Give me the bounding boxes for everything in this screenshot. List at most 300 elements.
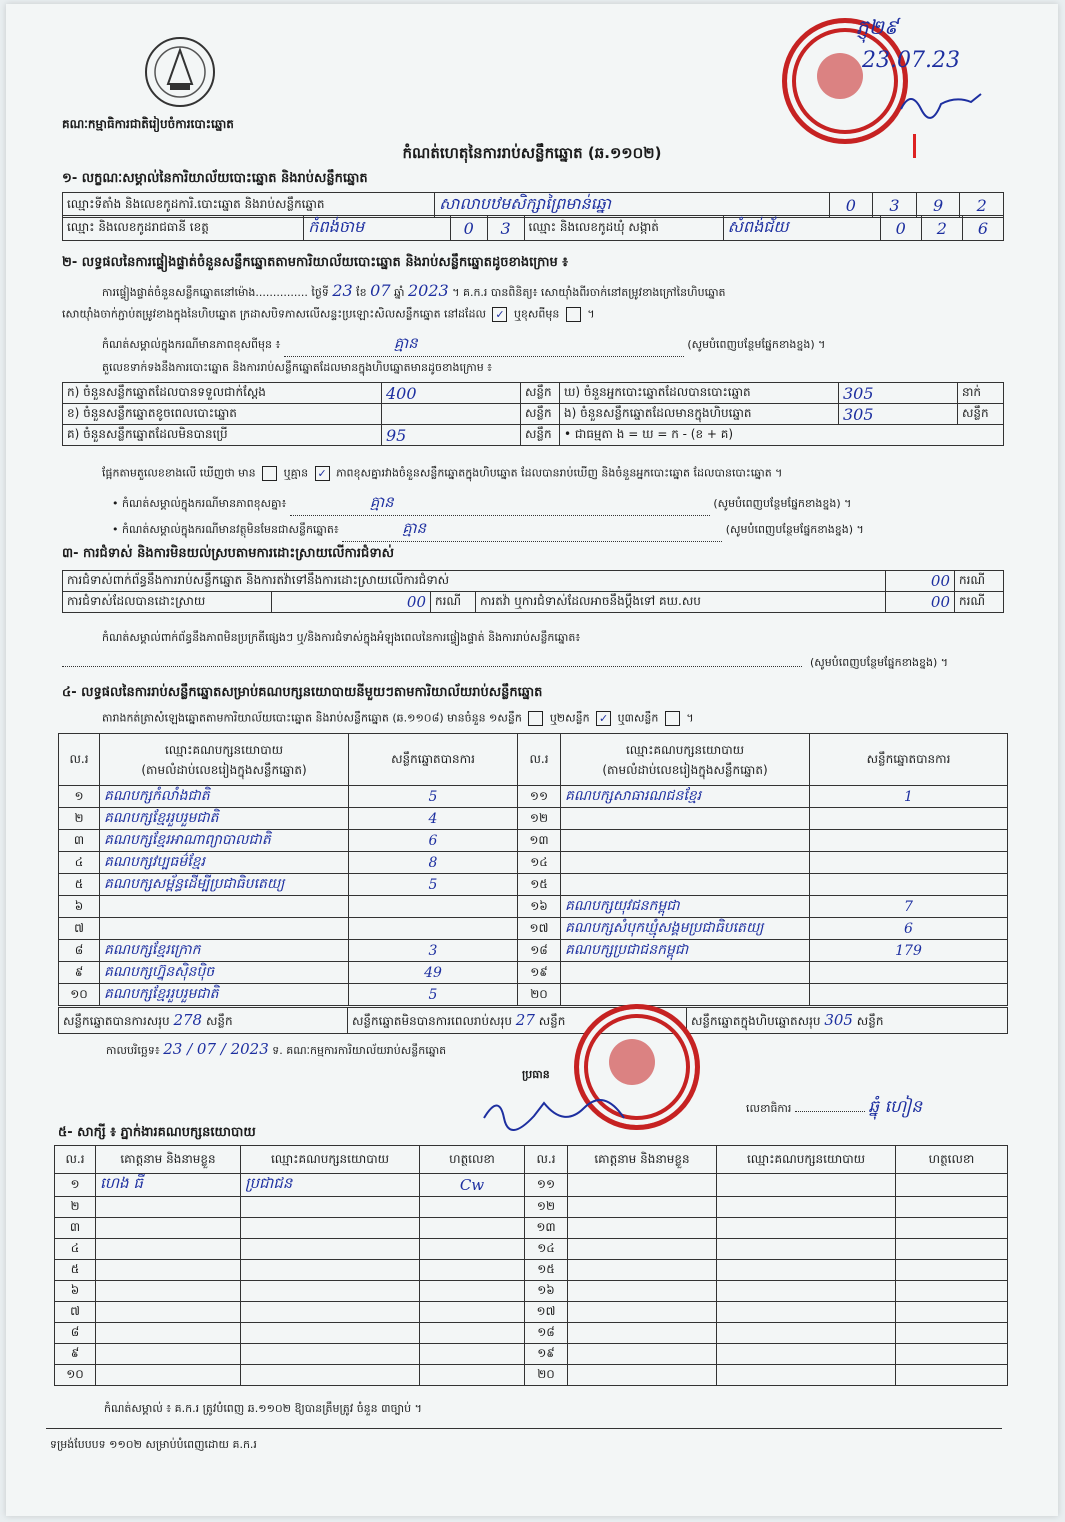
results-col-no: ល.រ — [518, 734, 561, 786]
results-table — [58, 733, 1008, 1006]
table-row — [59, 962, 1008, 984]
row-number: ២ — [55, 1197, 96, 1218]
row-number: ១៨ — [518, 940, 561, 962]
witness-party — [717, 1323, 896, 1344]
results-col-votes: សន្លឹកឆ្នោតបានការ — [810, 734, 1008, 786]
witness-signature — [896, 1344, 1008, 1365]
unit-label: សន្លឹក — [538, 1013, 566, 1028]
vote-count: 5 — [349, 984, 518, 1006]
total-invalid-value: 27 — [515, 1010, 535, 1029]
sheet-count-line: តារាងកត់ត្រាសំឡេងឆ្នោតតាមការិយាល័យបោះឆ្នោត និងរាប់សន្លឹកឆ្នោត (ឆ.១១០៨) មានចំនួន ១សន្លឹក ឬ២សន្លឹក ✓ ឬ៣សន្លឹក ។ — [102, 711, 694, 725]
signing-date-line — [106, 1040, 446, 1060]
red-mark — [913, 134, 916, 158]
no-discrepancy-checkbox[interactable]: ✓ — [315, 466, 330, 481]
verification-year: 2023 — [408, 281, 449, 300]
witness-party — [717, 1365, 896, 1386]
emblem-icon — [140, 32, 220, 112]
form-code: ទម្រង់បែបបទ ១១០២ សម្រាប់បំពេញដោយ គ.ក.រ — [50, 1438, 257, 1451]
party-name — [561, 830, 810, 852]
committee-label: ទ. គណៈកម្មការការិយាល័យរាប់សន្លឹកឆ្នោត — [272, 1044, 447, 1057]
witness-signature — [896, 1239, 1008, 1260]
party-name: គណបក្សហ្វ៊ុនស៊ិនប៉ិច — [100, 962, 349, 984]
witness-signature — [420, 1365, 525, 1386]
witness-party — [241, 1344, 420, 1365]
change-note-label: កំណត់សម្គាល់ក្នុងករណីមានភាពខុសពីមុន ៖ — [102, 338, 281, 351]
row-number: ១១ — [518, 786, 561, 808]
table-row — [59, 786, 1008, 808]
witness-name — [96, 1260, 241, 1281]
witness-party — [717, 1197, 896, 1218]
secretary-label: លេខាធិការ — [746, 1102, 792, 1115]
ballot-count-table — [62, 382, 1004, 446]
results-col-party: ឈ្មោះគណបក្សនយោបាយ (តាមលំដាប់លេខរៀងក្នុងសន្លឹកឆ្នោត) — [100, 734, 349, 786]
two-sheet-checkbox[interactable]: ✓ — [596, 711, 611, 726]
unit-label: សន្លឹក — [856, 1013, 884, 1028]
resolved-count: 00 — [272, 592, 431, 613]
row-number: ១៣ — [525, 1218, 568, 1239]
witness-name — [568, 1323, 717, 1344]
row-number: ១០ — [55, 1365, 96, 1386]
witness-name — [568, 1239, 717, 1260]
witness-signature — [896, 1260, 1008, 1281]
witness-name — [96, 1218, 241, 1239]
total-invalid-label: សន្លឹកឆ្នោតមិនបានការពេលរាប់សរុប — [352, 1013, 512, 1028]
witness-signature — [420, 1260, 525, 1281]
ballots-in-box-label: ង) ចំនួនសន្លឹកឆ្នោតដែលមានក្នុងហិបឆ្នោត — [560, 404, 839, 425]
party-name — [561, 984, 810, 1006]
commune-code-digit: 2 — [921, 216, 962, 241]
table-row — [55, 1365, 1008, 1386]
witness-name — [96, 1239, 241, 1260]
witness-name — [96, 1302, 241, 1323]
seal-check-text: សោយ៉ាំងចាក់ភ្ជាប់តម្រូវខាងក្នុងនៃហិបឆ្នោត ក្រដាសបិទភាសលើសន្ទះប្រឡោះសិលសន្លឹកឆ្នោត នៅដដែល — [62, 307, 486, 321]
office-code-digit: 3 — [873, 193, 917, 218]
vote-count: 5 — [349, 786, 518, 808]
witness-name — [568, 1197, 717, 1218]
row-number: ១៨ — [525, 1323, 568, 1344]
ballots-in-box-value: 305 — [839, 404, 958, 425]
voters-value: 305 — [839, 383, 958, 404]
row-number: ១៥ — [518, 874, 561, 896]
witness-party — [241, 1365, 420, 1386]
row-number: ១៩ — [525, 1344, 568, 1365]
party-name: គណបក្សសាធារណជនខ្មែរ — [561, 786, 810, 808]
results-col-party: ឈ្មោះគណបក្សនយោបាយ (តាមលំដាប់លេខរៀងក្នុងសន្លឹកឆ្នោត) — [561, 734, 810, 786]
total-valid-cell — [59, 1008, 348, 1034]
verification-time-text: ការផ្ទៀងផ្ទាត់ចំនួនសន្លឹកឆ្នោតនៅម៉ោង............... ថ្ងៃទី — [102, 286, 329, 299]
witness-col-name: គោត្តនាម និងនាមខ្លួន — [96, 1146, 241, 1174]
table-row — [55, 1239, 1008, 1260]
party-name — [100, 896, 349, 918]
witness-signature — [896, 1302, 1008, 1323]
fill-hint: (សូមបំពេញបន្ថែមផ្នែកខាងខ្នង) ។ — [713, 497, 852, 510]
witness-name — [96, 1365, 241, 1386]
unit-label: សន្លឹក — [521, 404, 560, 425]
row-number: ១៧ — [518, 918, 561, 940]
fill-hint: (សូមបំពេញបន្ថែមផ្នែកខាងខ្នង) ។ — [810, 656, 949, 669]
party-name: គណបក្សខ្មែររួបរួមជាតិ — [100, 984, 349, 1006]
table-row — [55, 1302, 1008, 1323]
unused-value: 95 — [382, 425, 521, 446]
party-name: គណបក្សខ្មែរអាណាព្យាបាលជាតិ — [100, 830, 349, 852]
change-note-line — [102, 334, 825, 357]
vote-count — [810, 852, 1008, 874]
party-name: គណបក្សកំលាំងជាតិ — [100, 786, 349, 808]
witness-party: ប្រជាជន — [241, 1174, 420, 1197]
vote-count — [810, 962, 1008, 984]
date-label: កាលបរិច្ឆេទ៖ — [106, 1044, 160, 1057]
province-code-digit: 3 — [487, 216, 524, 241]
verification-month: 07 — [370, 281, 391, 300]
changed-label: ឬខុសពីមុន — [513, 307, 560, 321]
results-col-no: ល.រ — [59, 734, 100, 786]
party-name — [561, 874, 810, 896]
vote-count — [810, 984, 1008, 1006]
witness-col-no: ល.រ — [55, 1146, 96, 1174]
row-number: ៨ — [55, 1323, 96, 1344]
party-name: គណបក្សវប្បធម៌ខ្មែរ — [100, 852, 349, 874]
irregularity-note-line — [62, 666, 802, 667]
row-number: ១៣ — [518, 830, 561, 852]
vote-count: 8 — [349, 852, 518, 874]
page-title: កំណត់ហេតុនៃការរាប់សន្លឹកឆ្នោត (ឆ.១១០២) — [402, 144, 662, 162]
party-name — [561, 852, 810, 874]
witness-name — [96, 1281, 241, 1302]
province-code-digit: 0 — [450, 216, 487, 241]
unit-label: សន្លឹក — [958, 404, 1004, 425]
footer-note: កំណត់សម្គាល់ ៖ គ.ក.រ ត្រូវបំពេញ ឆ.១១០២ ឱ្យបានត្រឹមត្រូវ ចំនួន ៣ច្បាប់ ។ — [104, 1402, 422, 1415]
party-name: គណបក្សខ្មែររួបរួមជាតិ — [100, 808, 349, 830]
witness-party — [241, 1302, 420, 1323]
fill-hint: (សូមបំពេញបន្ថែមផ្នែកខាងខ្នង) ។ — [687, 338, 826, 351]
witness-signature — [896, 1218, 1008, 1239]
verification-check-text: ។ គ.ក.រ បានពិនិត្យ៖ សោយ៉ាំងពីរចាក់នៅតម្រូវខាងក្រៅនៃហិបឆ្នោត — [452, 286, 726, 299]
foreign-note-line — [112, 519, 864, 542]
witness-party — [717, 1260, 896, 1281]
table-row — [59, 852, 1008, 874]
vote-count: 3 — [349, 940, 518, 962]
witness-signature — [420, 1197, 525, 1218]
party-name — [100, 918, 349, 940]
irregularity-note-label: កំណត់សម្គាល់ពាក់ព័ន្ធនឹងភាពមិនប្រក្រតីផ្សេងៗ ឬ/និងការជំទាស់ក្នុងអំឡុងពេលនៃការផ្ទៀងផ្ទាត់ និងការរាប់សន្លឹកឆ្នោត៖ — [102, 631, 581, 644]
vote-count: 4 — [349, 808, 518, 830]
chair-signature-icon — [474, 1088, 644, 1138]
vote-count: 1 — [810, 786, 1008, 808]
counts-intro: តួលេខទាក់ទងនឹងការបោះឆ្នោត និងការរាប់សន្លឹកឆ្នោតដែលមានក្នុងហិបឆ្នោតមានដូចខាងក្រោម ៖ — [102, 361, 493, 374]
objection-table — [62, 570, 1004, 613]
row-number: ១៤ — [518, 852, 561, 874]
witness-name: ហេង ធី — [96, 1174, 241, 1197]
row-number: ១៦ — [518, 896, 561, 918]
row-number: ១២ — [518, 808, 561, 830]
row-number: ១៩ — [518, 962, 561, 984]
appeal-count: 00 — [886, 592, 955, 613]
office-code-digit: 0 — [829, 193, 873, 218]
row-number: ១០ — [59, 984, 100, 1006]
row-number: ១៤ — [525, 1239, 568, 1260]
table-row — [59, 984, 1008, 1006]
office-code-digit: 2 — [960, 193, 1004, 218]
witness-name — [568, 1218, 717, 1239]
row-number: ១១ — [525, 1174, 568, 1197]
vote-count — [349, 918, 518, 940]
verification-line-1 — [102, 281, 1002, 302]
witness-signature: Cw — [420, 1174, 525, 1197]
witness-col-party: ឈ្មោះគណបក្សនយោបាយ — [241, 1146, 420, 1174]
witness-party — [241, 1239, 420, 1260]
witness-signature — [420, 1218, 525, 1239]
unused-label: គ) ចំនួនសន្លឹកឆ្នោតដែលមិនបានប្រើ — [63, 425, 382, 446]
row-number: ១ — [55, 1174, 96, 1197]
spoiled-value — [382, 404, 521, 425]
row-number: ២ — [59, 808, 100, 830]
form-paper — [6, 4, 1058, 1516]
witness-party — [717, 1344, 896, 1365]
row-number: ៩ — [55, 1344, 96, 1365]
table-row — [55, 1174, 1008, 1197]
party-name: គណបក្សខ្មែរក្រោក — [100, 940, 349, 962]
witness-name — [96, 1344, 241, 1365]
discrepancy-line — [102, 466, 782, 483]
vote-count — [349, 896, 518, 918]
commune-code-digit: 6 — [962, 216, 1003, 241]
commune-value: សំពង់ជ័យ — [723, 216, 880, 241]
row-number: ៤ — [59, 852, 100, 874]
witness-name — [568, 1344, 717, 1365]
fill-hint: (សូមបំពេញបន្ថែមផ្នែកខាងខ្នង) ។ — [725, 523, 864, 536]
witness-name — [568, 1281, 717, 1302]
total-valid-value: 278 — [173, 1010, 203, 1029]
row-number: ៩ — [59, 962, 100, 984]
witness-col-name: គោត្តនាម និងនាមខ្លួន — [568, 1146, 717, 1174]
corner-signature-icon — [896, 84, 986, 124]
section4-heading: ៤- លទ្ធផលនៃការរាប់សន្លឹកឆ្នោតសម្រាប់គណបក្សនយោបាយនីមួយៗតាមការិយាល័យរាប់សន្លឹកឆ្នោត — [62, 685, 543, 700]
discrepancy-text-a: ផ្អែកតាមតួលេខខាងលើ ឃើញថា មាន — [102, 466, 256, 480]
objection-count: 00 — [886, 571, 955, 592]
stamp-emblem-icon — [609, 1039, 655, 1085]
row-number: ១៥ — [525, 1260, 568, 1281]
witness-signature — [896, 1197, 1008, 1218]
unit-label: នាក់ — [958, 383, 1004, 404]
party-name — [561, 962, 810, 984]
witness-party — [717, 1281, 896, 1302]
witness-col-sign: ហត្ថលេខា — [896, 1146, 1008, 1174]
witness-party — [241, 1260, 420, 1281]
vote-count: 49 — [349, 962, 518, 984]
total-box-value: 305 — [824, 1010, 853, 1029]
unit-label: សន្លឹក — [205, 1013, 233, 1028]
witness-signature — [896, 1323, 1008, 1344]
row-number: ៧ — [55, 1302, 96, 1323]
office-name-value: សាលាបឋមសិក្សាព្រៃមាន់ឆ្នោ — [435, 193, 829, 218]
witness-signature — [420, 1281, 525, 1302]
table-row — [55, 1323, 1008, 1344]
voters-label: ឃ) ចំនួនអ្នកបោះឆ្នោតដែលបានបោះឆ្នោត — [560, 383, 839, 404]
row-number: ៥ — [55, 1260, 96, 1281]
witness-party — [241, 1218, 420, 1239]
table-row — [59, 896, 1008, 918]
party-name — [561, 808, 810, 830]
footer-divider — [46, 1428, 1002, 1429]
spoiled-label: ខ) ចំនួនសន្លឹកឆ្នោតខូចពេលបោះឆ្នោត — [63, 404, 382, 425]
witness-party — [717, 1302, 896, 1323]
changed-checkbox[interactable] — [566, 307, 581, 322]
row-number: ១៧ — [525, 1302, 568, 1323]
witness-signature — [896, 1365, 1008, 1386]
year-label: ឆ្នាំ — [394, 286, 405, 299]
row-number: ៤ — [55, 1239, 96, 1260]
vote-count — [810, 808, 1008, 830]
foreign-note-value: គ្មាន — [402, 519, 427, 537]
witness-signature — [896, 1174, 1008, 1197]
witness-party — [241, 1323, 420, 1344]
province-value: កំពង់ចាម — [304, 216, 450, 241]
received-value: 400 — [382, 383, 521, 404]
witness-table — [54, 1145, 1008, 1386]
vote-count: 7 — [810, 896, 1008, 918]
witness-name — [96, 1323, 241, 1344]
totals-table — [58, 1007, 1008, 1034]
table-row — [55, 1281, 1008, 1302]
witness-col-sign: ហត្ថលេខា — [420, 1146, 525, 1174]
witness-signature — [420, 1323, 525, 1344]
row-number: ១២ — [525, 1197, 568, 1218]
row-number: ៨ — [59, 940, 100, 962]
witness-signature — [420, 1302, 525, 1323]
witness-signature — [420, 1239, 525, 1260]
witness-name — [568, 1174, 717, 1197]
unit-label: សន្លឹក — [521, 383, 560, 404]
vote-count: 6 — [349, 830, 518, 852]
witness-col-no: ល.រ — [525, 1146, 568, 1174]
commune-label: ឈ្មោះ និងលេខកូដឃុំ សង្កាត់ — [524, 216, 723, 241]
appeal-label: ការតវ៉ា ឬការជំទាស់ដែលអាចនឹងប្តឹងទៅ គឃ.សប — [476, 592, 886, 613]
section1-heading: ១- លក្ខណៈសម្គាល់នៃការិយាល័យបោះឆ្នោត និងរាប់សន្លឹកឆ្នោត — [62, 171, 368, 186]
formula-text: • ជាធម្មតា ង = ឃ = ក - (ខ + គ) — [560, 425, 1004, 446]
vote-count: 179 — [810, 940, 1008, 962]
witness-name — [96, 1197, 241, 1218]
three-sheet-label: ឬ៣សន្លឹក — [617, 711, 659, 725]
row-number: ៦ — [59, 896, 100, 918]
one-sheet-checkbox[interactable] — [528, 711, 543, 726]
party-name: គណបក្សប្រជាជនកម្ពុជា — [561, 940, 810, 962]
diff-note-value: គ្មាន — [369, 493, 394, 511]
table-row — [59, 918, 1008, 940]
witness-name — [568, 1302, 717, 1323]
table-row — [59, 940, 1008, 962]
row-number: ៧ — [59, 918, 100, 940]
witness-party — [241, 1281, 420, 1302]
section3-heading: ៣- ការជំទាស់ និងការមិនយល់ស្របតាមការដោះស្រាយលើការជំទាស់ — [62, 546, 394, 561]
row-number: ៥ — [59, 874, 100, 896]
table-row — [59, 830, 1008, 852]
vote-count: 5 — [349, 874, 518, 896]
province-table — [62, 215, 1004, 241]
witness-name — [568, 1260, 717, 1281]
total-box-label: សន្លឹកឆ្នោតក្នុងហិបឆ្នោតសរុប — [691, 1013, 821, 1028]
row-number: ២០ — [525, 1365, 568, 1386]
table-row — [55, 1218, 1008, 1239]
discrepancy-text-b: ឬគ្មាន — [283, 466, 309, 480]
committee-name: គណៈកម្មាធិការជាតិរៀបចំការបោះឆ្នោត — [62, 117, 234, 131]
section2-heading: ២- លទ្ធផលនៃការផ្ទៀងផ្ទាត់ចំនួនសន្លឹកឆ្នោតតាមការិយាល័យបោះឆ្នោត និងរាប់សន្លឹកឆ្នោតដូចខាងក្រោម ៖ — [62, 255, 568, 270]
witness-col-party: ឈ្មោះគណបក្សនយោបាយ — [717, 1146, 896, 1174]
three-sheet-checkbox[interactable] — [665, 711, 680, 726]
total-valid-label: សន្លឹកឆ្នោតបានការសរុប — [63, 1013, 170, 1028]
table-row — [59, 874, 1008, 896]
witness-signature — [420, 1344, 525, 1365]
total-box-cell — [687, 1008, 1008, 1034]
unit-label: សន្លឹក — [521, 425, 560, 446]
party-name: គណបក្សសំបុកឃ្មុំសង្គមប្រជាធិបតេយ្យ — [561, 918, 810, 940]
vote-count: 6 — [810, 918, 1008, 940]
commune-code-digit: 0 — [880, 216, 921, 241]
row-number: ៣ — [55, 1218, 96, 1239]
corner-handwriting-code: ភ្ញុ២៩ — [856, 15, 898, 39]
diff-note-label: • កំណត់សម្គាល់ក្នុងករណីមានភាពខុសគ្នា៖ — [112, 497, 287, 510]
has-discrepancy-checkbox[interactable] — [262, 466, 277, 481]
month-label: ខែ — [356, 286, 367, 299]
discrepancy-text-c: ភាពខុសគ្នារវាងចំនួនសន្លឹកឆ្នោតក្នុងហិបឆ្នោត ដែលបានរាប់ឃើញ និងចំនួនអ្នកបោះឆ្នោត ដែលបានបោះឆ្នោត ។ — [336, 466, 783, 480]
witness-signature — [896, 1281, 1008, 1302]
verification-line-2: សោយ៉ាំងចាក់ភ្ជាប់តម្រូវខាងក្នុងនៃហិបឆ្នោត ក្រដាសបិទភាសលើសន្ទះប្រឡោះសិលសន្លឹកឆ្នោត នៅដដែល ✓ ឬខុសពីមុន ។ — [62, 307, 595, 321]
verification-day: 23 — [332, 281, 353, 300]
witness-name — [568, 1365, 717, 1386]
party-name: គណបក្សសម្ព័ន្ធដើម្បីប្រជាធិបតេយ្យ — [100, 874, 349, 896]
diff-note-line — [112, 493, 851, 516]
table-row — [55, 1197, 1008, 1218]
table-row — [55, 1260, 1008, 1281]
table-row — [55, 1344, 1008, 1365]
office-name-label: ឈ្មោះទីតាំង និងលេខកូដការិ.បោះឆ្នោត និងរាប់សន្លឹកឆ្នោត — [63, 193, 435, 218]
witness-party — [241, 1197, 420, 1218]
secretary-line — [746, 1096, 922, 1121]
signing-date: 23 / 07 / 2023 — [163, 1040, 269, 1058]
section5-heading: ៥- សាក្សី ៖ ភ្នាក់ងារគណបក្សនយោបាយ — [58, 1125, 256, 1140]
resolved-label: ការជំទាស់ដែលបានដោះស្រាយ — [63, 592, 272, 613]
secretary-name: ឆ្នុំ ហៀន — [868, 1097, 923, 1117]
corner-handwriting-date: 23.07.23 — [862, 48, 960, 73]
received-label: ក) ចំនួនសន្លឹកឆ្នោតដែលបានទទួលជាក់ស្តែង — [63, 383, 382, 404]
stamp-emblem-icon — [817, 53, 863, 99]
witness-party — [717, 1239, 896, 1260]
change-note-value: គ្មាន — [393, 334, 418, 352]
witness-party — [717, 1174, 896, 1197]
vote-count — [810, 874, 1008, 896]
row-number: ២០ — [518, 984, 561, 1006]
objection-label: ការជំទាស់ពាក់ព័ន្ធនឹងការរាប់សន្លឹកឆ្នោត និងការតវ៉ាទៅនឹងការដោះស្រាយលើការជំទាស់ — [63, 571, 886, 592]
results-col-votes: សន្លឹកឆ្នោតបានការ — [349, 734, 518, 786]
office-code-digit: 9 — [916, 193, 960, 218]
row-number: ១៦ — [525, 1281, 568, 1302]
party-name: គណបក្សយុវជនកម្ពុជា — [561, 896, 810, 918]
vote-count — [810, 830, 1008, 852]
province-label: ឈ្មោះ និងលេខកូដរាជធានី ខេត្ត — [63, 216, 304, 241]
chair-label: ប្រធាន — [522, 1068, 550, 1081]
unit-label: ករណី — [431, 592, 476, 613]
table-row — [59, 808, 1008, 830]
row-number: ៣ — [59, 830, 100, 852]
row-number: ១ — [59, 786, 100, 808]
foreign-note-label: • កំណត់សម្គាល់ក្នុងករណីមានវត្ថុមិនមែនជាសន្លឹកឆ្នោត៖ — [112, 523, 339, 536]
row-number: ៦ — [55, 1281, 96, 1302]
witness-party — [717, 1218, 896, 1239]
unit-label: ករណី — [955, 592, 1004, 613]
unchanged-checkbox[interactable]: ✓ — [492, 307, 507, 322]
two-sheet-label: ឬ២សន្លឹក — [549, 711, 590, 725]
unit-label: ករណី — [955, 571, 1004, 592]
sheet-count-text: តារាងកត់ត្រាសំឡេងឆ្នោតតាមការិយាល័យបោះឆ្នោត និងរាប់សន្លឹកឆ្នោត (ឆ.១១០៨) មានចំនួន ១សន្លឹក — [102, 711, 522, 725]
